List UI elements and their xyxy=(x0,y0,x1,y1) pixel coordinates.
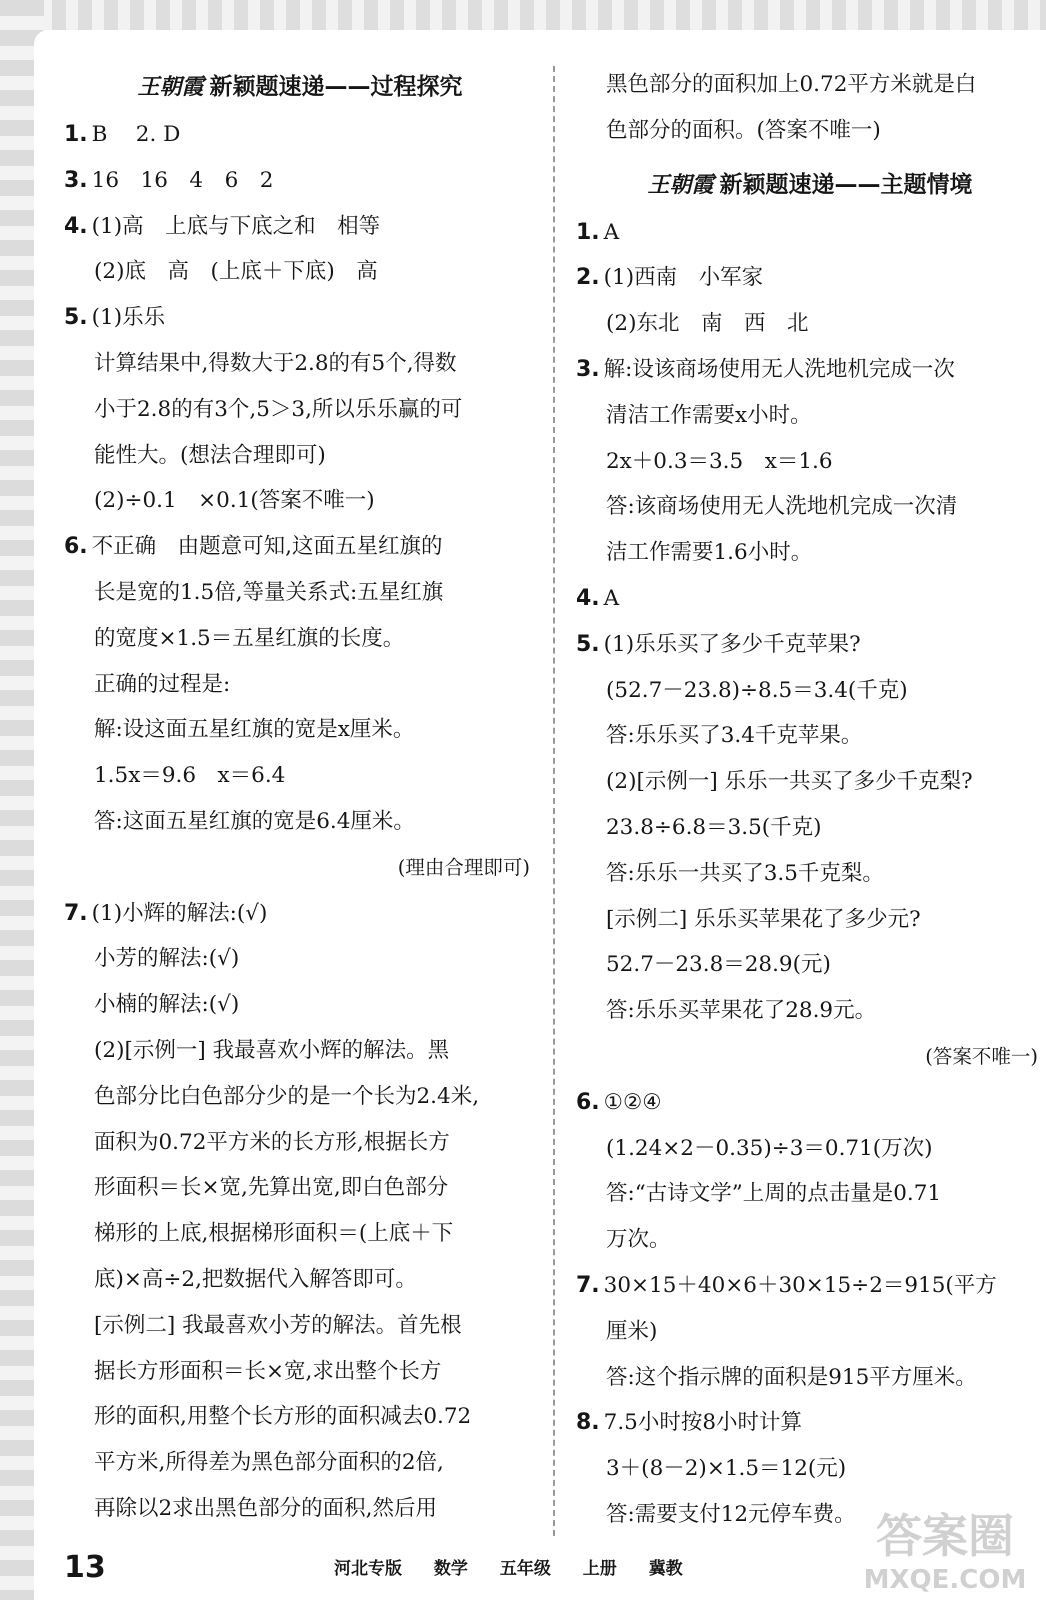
answer-line xyxy=(64,1486,536,1532)
question-number: 8. xyxy=(576,1410,600,1436)
answer-text: 形面积＝长×宽,先算出宽,即白色部分 xyxy=(94,1175,449,1201)
answer-text: 梯形的上底,根据梯形面积＝(上底＋下 xyxy=(94,1221,454,1247)
answer-line xyxy=(64,249,536,295)
answer-text: 3＋(8－2)×1.5＝12(元) xyxy=(606,1456,847,1482)
answer-line xyxy=(576,1400,1044,1446)
section-title: 新颖题速递——主题情境 xyxy=(719,171,973,198)
answer-text: 30×15＋40×6＋30×15÷2＝915(平方 xyxy=(603,1272,997,1298)
answer-line xyxy=(64,1257,536,1303)
answer-text: 答:乐乐买了3.4千克苹果。 xyxy=(606,723,863,749)
answer-text: 答:乐乐一共买了3.5千克梨。 xyxy=(606,860,884,886)
watermark-sub: MXQE.COM xyxy=(863,1565,1027,1595)
answer-line xyxy=(576,1080,1044,1126)
question-number: 6. xyxy=(576,1089,600,1115)
question-number: 4. xyxy=(576,585,600,611)
answer-line xyxy=(576,210,1044,256)
answer-line xyxy=(64,891,536,937)
answer-text: (2)[示例一] 我最喜欢小辉的解法。黑 xyxy=(94,1037,450,1063)
answer-text: 解:设该商场使用无人洗地机完成一次 xyxy=(603,356,955,382)
answer-line xyxy=(576,897,1044,943)
answer-text: 面积为0.72平方米的长方形,根据长方 xyxy=(94,1129,450,1155)
answer-text: 16 16 4 6 2 xyxy=(91,167,274,193)
answer-line xyxy=(576,1217,1044,1263)
right-column xyxy=(576,62,1044,1538)
answer-text: 形的面积,用整个长方形的面积减去0.72 xyxy=(94,1404,472,1430)
answer-text: 的宽度×1.5＝五星红旗的长度。 xyxy=(94,625,405,651)
answer-line xyxy=(576,713,1044,759)
answer-text: 小芳的解法:(√) xyxy=(94,946,240,972)
answer-line xyxy=(576,108,1044,154)
answer-text: (1)乐乐 xyxy=(91,305,166,331)
answer-text: A xyxy=(603,585,620,611)
answer-text: (52.7－23.8)÷8.5＝3.4(千克) xyxy=(606,677,908,703)
answer-line xyxy=(64,433,536,479)
answer-text: (2)÷0.1 ×0.1(答案不唯一) xyxy=(94,488,375,514)
answer-text: 解:设这面五星红旗的宽是x厘米。 xyxy=(94,717,415,743)
answer-text: ①②④ xyxy=(603,1089,662,1115)
answer-text: 色部分比白色部分少的是一个长为2.4米, xyxy=(94,1083,480,1109)
answer-text: 正确的过程是: xyxy=(94,671,231,697)
section-title: 新颖题速递——过程探究 xyxy=(209,74,463,100)
answer-text: B 2. D xyxy=(91,122,181,147)
answer-line xyxy=(64,1349,536,1395)
answer-text: 答:这面五星红旗的宽是6.4厘米。 xyxy=(94,808,415,834)
answer-line xyxy=(64,1440,536,1486)
answer-line xyxy=(576,530,1044,576)
answer-line xyxy=(64,478,536,524)
answer-text: (1)乐乐买了多少千克苹果? xyxy=(603,631,861,657)
answer-line xyxy=(64,662,536,708)
answer-text: 7.5小时按8小时计算 xyxy=(603,1410,803,1436)
answer-text: 计算结果中,得数大于2.8的有5个,得数 xyxy=(94,350,457,376)
answer-text: 小于2.8的有3个,5＞3,所以乐乐赢的可 xyxy=(94,396,463,422)
footer-volume: 上册 xyxy=(582,1559,617,1579)
answer-text: 答:乐乐买苹果花了28.9元。 xyxy=(606,998,877,1024)
question-number: 1. xyxy=(64,122,88,147)
answer-text: 能性大。(想法合理即可) xyxy=(94,442,326,468)
answer-line xyxy=(576,988,1044,1034)
answer-line xyxy=(64,845,536,891)
answer-line xyxy=(576,1355,1044,1401)
answer-text: 不正确 由题意可知,这面五星红旗的 xyxy=(91,534,443,560)
answer-text: 据长方形面积＝长×宽,求出整个长方 xyxy=(94,1358,442,1384)
answer-line xyxy=(64,982,536,1028)
answer-text: (2)底 高 (上底＋下底) 高 xyxy=(94,259,378,285)
footer-publisher: 冀教 xyxy=(648,1559,683,1579)
section-header-process xyxy=(64,62,536,112)
brand-logo-text: 王朝霞 xyxy=(647,171,714,198)
question-number: 7. xyxy=(64,900,88,926)
answer-text: 底)×高÷2,把数据代入解答即可。 xyxy=(94,1266,417,1292)
question-number: 5. xyxy=(576,631,600,657)
question-number: 6. xyxy=(64,534,88,560)
answer-text: 平方米,所得差为黑色部分面积的2倍, xyxy=(94,1450,444,1476)
answer-text: 答:需要支付12元停车费。 xyxy=(606,1501,856,1527)
answer-line xyxy=(576,668,1044,714)
question-number: 4. xyxy=(64,213,88,239)
answer-line xyxy=(64,753,536,799)
answer-text: 洁工作需要1.6小时。 xyxy=(606,540,813,566)
answer-line xyxy=(64,616,536,662)
answer-text: [示例二] 乐乐买苹果花了多少元? xyxy=(606,906,921,932)
answer-line xyxy=(64,1120,536,1166)
answer-text: 1.5x＝9.6 x＝6.4 xyxy=(94,763,286,789)
answer-line xyxy=(64,936,536,982)
answer-line xyxy=(576,942,1044,988)
answer-line xyxy=(576,1126,1044,1172)
answer-text: [示例二] 我最喜欢小芳的解法。首先根 xyxy=(94,1312,462,1338)
answer-line xyxy=(576,301,1044,347)
answer-line xyxy=(576,1446,1044,1492)
answer-text: 清洁工作需要x小时。 xyxy=(606,402,812,428)
answer-line xyxy=(576,622,1044,668)
answer-line xyxy=(64,1074,536,1120)
answer-text: 52.7－23.8＝28.9(元) xyxy=(606,952,831,978)
answer-line xyxy=(64,112,536,158)
answer-line xyxy=(576,62,1044,108)
page-number: 13 xyxy=(64,1550,106,1585)
answer-line xyxy=(576,759,1044,805)
answer-text: 答:这个指示牌的面积是915平方厘米。 xyxy=(606,1364,977,1390)
answer-text: 答:“古诗文学”上周的点击量是0.71 xyxy=(606,1181,942,1207)
answer-line xyxy=(64,1211,536,1257)
answer-text: (1)西南 小军家 xyxy=(603,265,764,291)
answer-text: 黑色部分的面积加上0.72平方米就是白 xyxy=(606,72,977,97)
footer-grade: 五年级 xyxy=(499,1559,551,1579)
footer-info xyxy=(334,1556,709,1582)
answer-line xyxy=(64,570,536,616)
answer-line xyxy=(576,851,1044,897)
answer-text: 2x＋0.3＝3.5 x＝1.6 xyxy=(606,448,833,474)
answer-line xyxy=(64,341,536,387)
answer-line xyxy=(576,439,1044,485)
watermark-logo xyxy=(850,1500,1040,1600)
footer-edition: 河北专版 xyxy=(334,1559,402,1579)
answer-line xyxy=(64,204,536,250)
answer-text: 23.8÷6.8＝3.5(千克) xyxy=(606,814,822,840)
answer-line xyxy=(64,1394,536,1440)
question-number: 3. xyxy=(576,356,600,382)
answer-text: (1)高 上底与下底之和 相等 xyxy=(91,213,381,239)
answer-line xyxy=(576,576,1044,622)
answer-text: 万次。 xyxy=(606,1227,671,1253)
answer-text: (2)[示例一] 乐乐一共买了多少千克梨? xyxy=(606,769,973,795)
answer-line xyxy=(64,1028,536,1074)
answer-line xyxy=(576,805,1044,851)
question-number: 3. xyxy=(64,167,88,193)
answer-text: (1)小辉的解法:(√) xyxy=(91,900,268,926)
question-number: 2. xyxy=(576,265,600,291)
answer-line xyxy=(64,1303,536,1349)
question-number: 5. xyxy=(64,305,88,331)
answer-text: 色部分的面积。(答案不唯一) xyxy=(606,117,881,143)
answer-line xyxy=(576,393,1044,439)
section-header-theme xyxy=(576,160,1044,210)
watermark-text: 答案圈 xyxy=(876,1509,1014,1563)
question-number: 7. xyxy=(576,1272,600,1298)
answer-line xyxy=(64,799,536,845)
answer-line xyxy=(64,524,536,570)
answer-line xyxy=(576,1171,1044,1217)
answer-line xyxy=(64,295,536,341)
answer-line xyxy=(576,484,1044,530)
answer-text: 厘米) xyxy=(606,1318,658,1344)
left-column xyxy=(64,62,536,1532)
answer-text: (1.24×2－0.35)÷3＝0.71(万次) xyxy=(606,1135,933,1161)
answer-text: 再除以2求出黑色部分的面积,然后用 xyxy=(94,1495,438,1521)
column-divider xyxy=(553,66,555,1536)
answer-line xyxy=(64,387,536,433)
answer-text: A xyxy=(603,219,620,245)
answer-line xyxy=(576,1034,1044,1080)
footer-subject: 数学 xyxy=(433,1559,468,1579)
answer-line xyxy=(576,1263,1044,1309)
answer-line xyxy=(64,1165,536,1211)
answer-text: (2)东北 南 西 北 xyxy=(606,311,809,337)
answer-text: 小楠的解法:(√) xyxy=(94,992,240,1018)
answer-line xyxy=(576,255,1044,301)
answer-line xyxy=(64,158,536,204)
brand-logo-text: 王朝霞 xyxy=(137,74,204,100)
answer-text: 长是宽的1.5倍,等量关系式:五星红旗 xyxy=(94,579,444,605)
answer-text: (答案不唯一) xyxy=(925,1044,1038,1068)
answer-text: (理由合理即可) xyxy=(397,855,530,879)
question-number: 1. xyxy=(576,219,600,245)
answer-text: 答:该商场使用无人洗地机完成一次清 xyxy=(606,494,958,520)
answer-line xyxy=(576,1309,1044,1355)
answer-line xyxy=(64,707,536,753)
answer-line xyxy=(576,347,1044,393)
